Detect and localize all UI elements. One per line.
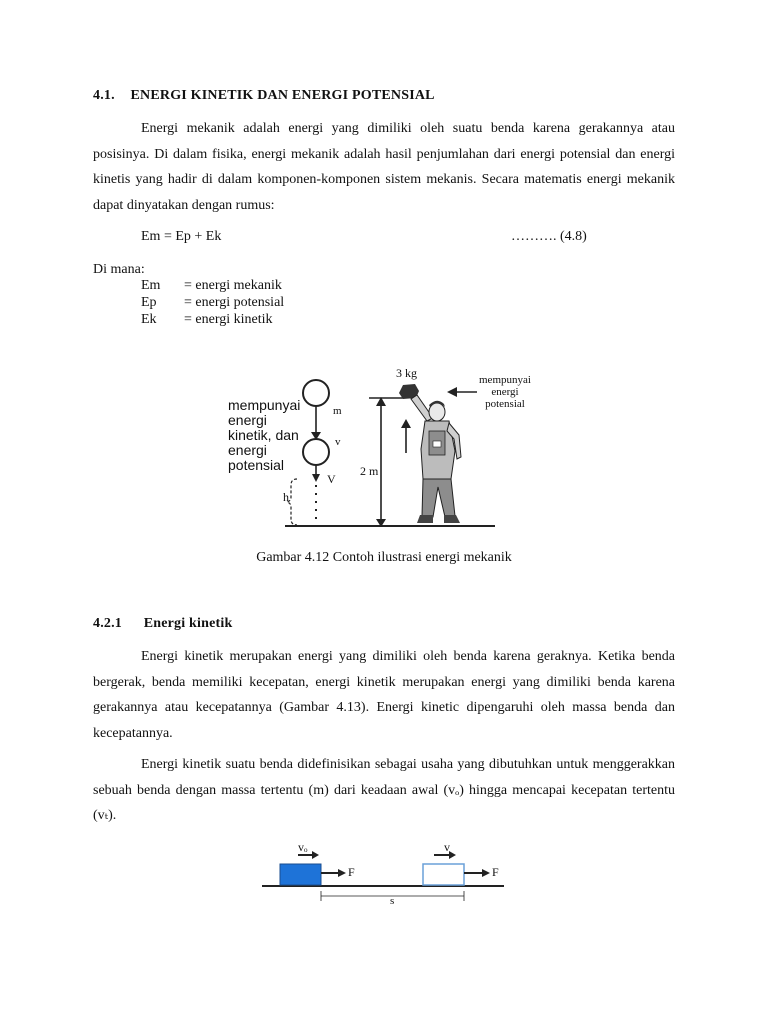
- label-line: potensial: [485, 398, 525, 410]
- label-line: energi: [491, 386, 519, 398]
- subsection-title: Energi kinetik: [143, 616, 233, 631]
- velocity-big-label: V: [327, 472, 336, 486]
- intro-paragraph: Energi mekanik adalah energi yang dimiliki oleh suatu benda karena gerakannya atau posisinya. Di dalam fisika, energi mekanik adalah hasil penjumlahan dari energi potensial dan energi kinetis yang hadir di dalam komponen-komponen sistem mekanis. Secara matematis energi mekanik dapat dinyatakan dengan rumus:: [93, 121, 675, 213]
- mechanical-energy-figure: [219, 361, 549, 534]
- ball-bottom-icon: [303, 439, 329, 465]
- block-final-icon: [423, 864, 464, 885]
- figure-caption: Gambar 4.12 Contoh ilustrasi energi mekanik: [256, 550, 512, 565]
- definition-row: [141, 295, 284, 312]
- ball-top-icon: [303, 380, 329, 406]
- definition-meaning: = energi kinetik: [184, 312, 273, 327]
- definition-meaning: = energi potensial: [184, 295, 285, 310]
- label-line: mempunyai: [228, 397, 301, 413]
- definition-symbol: Ep: [141, 295, 157, 310]
- block-moving-icon: [280, 864, 321, 885]
- label-line: mempunyai: [479, 374, 531, 386]
- weight-label: 3 kg: [396, 366, 417, 380]
- section-title: ENERGI KINETIK DAN ENERGI POTENSIAL: [130, 88, 435, 103]
- kinetic-energy-figure: [258, 840, 508, 910]
- kinetic-paragraph-1: Energi kinetik merupakan energi yang dimiliki oleh benda karena geraknya. Ketika benda bergerak, benda memiliki kecepatan, energi kinetik merupakan energi yang dimiliki benda karena gerakannya atau kecepatannya (Gambar 4.13). Energi kinetic dipengaruhi oleh massa benda dan kecepatannya.: [93, 649, 675, 741]
- man-icon: [411, 395, 461, 523]
- label-line: potensial: [228, 457, 285, 473]
- subsection-heading: [93, 616, 232, 632]
- equation-formula: Em = Ep + Ek: [141, 229, 222, 244]
- velocity-small-label: v: [335, 436, 341, 448]
- distance-label: s: [390, 895, 395, 907]
- definition-row: [141, 278, 284, 295]
- definition-row: [141, 312, 284, 329]
- v-label: v: [444, 840, 450, 854]
- force-label-2: F: [492, 865, 499, 879]
- kinetic-potential-label: [228, 398, 300, 473]
- definition-meaning: = energi mekanik: [184, 278, 282, 293]
- height-value-label: 2 m: [360, 464, 379, 478]
- kinetic-paragraph-2: Energi kinetik suatu benda didefinisikan sebagai usaha yang dibutuhkan untuk menggerakkan sebuah benda dengan massa tertentu (m) dari keadaan awal (vₒ) hingga mencapai kecepatan tertentu (vₜ).: [93, 757, 675, 823]
- equation-number: ………. (4.8): [511, 229, 587, 244]
- force-label-1: F: [348, 865, 355, 879]
- definition-symbol: Ek: [141, 312, 157, 327]
- section-heading: [93, 88, 435, 104]
- definitions-list: [141, 278, 284, 329]
- kinetic-energy-illustration: [258, 840, 508, 910]
- label-line: energi: [228, 412, 267, 428]
- label-line: kinetik, dan: [228, 427, 299, 443]
- where-label: Di mana:: [93, 262, 145, 277]
- mass-label: m: [333, 405, 342, 417]
- definition-symbol: Em: [141, 278, 161, 293]
- section-number: 4.1.: [93, 88, 115, 103]
- height-label: h: [283, 490, 289, 504]
- v0-label: vₒ: [298, 840, 308, 854]
- label-line: energi: [228, 442, 267, 458]
- subsection-number: 4.2.1: [93, 616, 122, 631]
- potential-energy-label: [479, 374, 531, 410]
